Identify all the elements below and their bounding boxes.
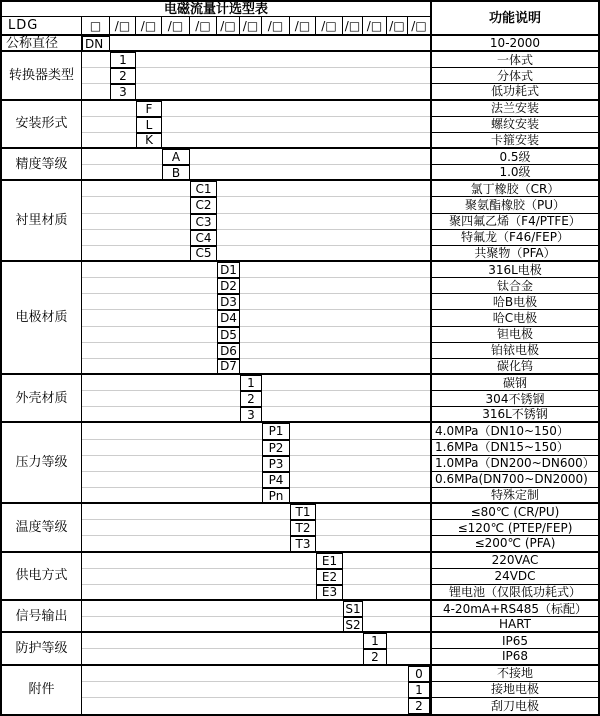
- option-code-accessories: 2: [408, 698, 430, 714]
- grid-filler: [82, 262, 430, 278]
- group-label-power-supply: 供电方式: [2, 553, 82, 601]
- table-title: 电磁流量计选型表: [2, 2, 430, 17]
- option-code-pressure-rating: P4: [262, 472, 290, 488]
- grid-filler: [82, 230, 430, 246]
- grid-filler: [82, 133, 430, 149]
- option-desc-accessories: 刮刀电极: [430, 698, 598, 714]
- model-code-prefix: LDG: [2, 17, 82, 36]
- option-code-electrode-material: D3: [217, 294, 240, 310]
- grid-filler: [82, 36, 430, 52]
- model-code-slot-box: /□: [240, 17, 262, 36]
- grid-filler: [82, 456, 430, 472]
- model-code-slot-box: /□: [316, 17, 343, 36]
- option-code-pressure-rating: Pn: [262, 488, 290, 504]
- option-code-accuracy-class: A: [162, 149, 190, 165]
- grid-filler: [82, 472, 430, 488]
- option-desc-installation-type: 法兰安装: [430, 101, 598, 117]
- option-desc-pressure-rating: 1.0MPa（DN200~DN600）: [430, 456, 598, 472]
- option-desc-protection-rating: IP65: [430, 633, 598, 649]
- option-code-converter-type: 1: [110, 52, 136, 68]
- option-code-lining-material: C1: [190, 181, 217, 197]
- option-desc-power-supply: 24VDC: [430, 569, 598, 585]
- option-desc-lining-material: 共聚物（PFA）: [430, 246, 598, 262]
- grid-filler: [82, 440, 430, 456]
- option-desc-signal-output: HART: [430, 617, 598, 633]
- option-code-electrode-material: D1: [217, 262, 240, 278]
- option-desc-pressure-rating: 特殊定制: [430, 488, 598, 504]
- option-desc-installation-type: 螺纹安装: [430, 117, 598, 133]
- grid-filler: [82, 327, 430, 343]
- group-label-nominal-diameter: 公称直径: [2, 36, 82, 52]
- grid-filler: [82, 310, 430, 326]
- grid-filler: [82, 617, 430, 633]
- option-desc-power-supply: 锂电池（仅限低功耗式）: [430, 585, 598, 601]
- model-code-slot-box: /□: [110, 17, 136, 36]
- option-desc-protection-rating: IP68: [430, 649, 598, 665]
- option-desc-electrode-material: 碳化钨: [430, 359, 598, 375]
- option-code-lining-material: C5: [190, 246, 217, 262]
- option-code-nominal-diameter: DN: [82, 36, 110, 52]
- group-label-lining-material: 衬里材质: [2, 181, 82, 262]
- option-code-electrode-material: D7: [217, 359, 240, 375]
- option-desc-electrode-material: 316L电极: [430, 262, 598, 278]
- option-desc-temperature-rating: ≤120℃ (PTEP/FEP): [430, 520, 598, 536]
- grid-filler: [82, 488, 430, 504]
- model-code-slot-box: /□: [262, 17, 290, 36]
- option-code-lining-material: C2: [190, 197, 217, 213]
- grid-filler: [82, 246, 430, 262]
- option-code-installation-type: K: [136, 133, 162, 149]
- grid-filler: [82, 504, 430, 520]
- grid-filler: [82, 601, 430, 617]
- option-desc-nominal-diameter: 10-2000: [430, 36, 598, 52]
- option-desc-installation-type: 卡箍安装: [430, 133, 598, 149]
- option-desc-electrode-material: 铂铱电极: [430, 343, 598, 359]
- option-desc-converter-type: 一体式: [430, 52, 598, 68]
- option-code-protection-rating: 1: [363, 633, 387, 649]
- grid-filler: [82, 569, 430, 585]
- option-desc-housing-material: 碳钢: [430, 375, 598, 391]
- option-code-lining-material: C4: [190, 230, 217, 246]
- option-code-electrode-material: D4: [217, 310, 240, 326]
- option-desc-accuracy-class: 1.0级: [430, 165, 598, 181]
- option-desc-pressure-rating: 0.6MPa(DN700~DN2000): [430, 472, 598, 488]
- option-code-housing-material: 2: [240, 391, 262, 407]
- option-desc-lining-material: 聚氨酯橡胶（PU）: [430, 197, 598, 213]
- model-code-slot-box: /□: [343, 17, 363, 36]
- option-desc-accuracy-class: 0.5级: [430, 149, 598, 165]
- option-code-electrode-material: D6: [217, 343, 240, 359]
- group-label-housing-material: 外壳材质: [2, 375, 82, 423]
- option-desc-electrode-material: 钽电极: [430, 327, 598, 343]
- option-desc-pressure-rating: 4.0MPa（DN10~150）: [430, 423, 598, 439]
- grid-filler: [82, 181, 430, 197]
- option-desc-electrode-material: 哈B电极: [430, 294, 598, 310]
- grid-filler: [82, 682, 430, 698]
- option-desc-lining-material: 氯丁橡胶（CR）: [430, 181, 598, 197]
- option-desc-temperature-rating: ≤200℃ (PFA): [430, 536, 598, 552]
- option-desc-temperature-rating: ≤80℃ (CR/PU): [430, 504, 598, 520]
- option-desc-electrode-material: 哈C电极: [430, 310, 598, 326]
- option-code-signal-output: S2: [343, 617, 363, 633]
- option-code-housing-material: 3: [240, 407, 262, 423]
- option-code-converter-type: 3: [110, 84, 136, 100]
- option-code-electrode-material: D5: [217, 327, 240, 343]
- option-code-temperature-rating: T1: [290, 504, 316, 520]
- option-code-temperature-rating: T2: [290, 520, 316, 536]
- option-code-temperature-rating: T3: [290, 536, 316, 552]
- model-code-slot-box: /□: [190, 17, 217, 36]
- option-code-signal-output: S1: [343, 601, 363, 617]
- group-label-accuracy-class: 精度等级: [2, 149, 82, 181]
- option-code-housing-material: 1: [240, 375, 262, 391]
- grid-filler: [82, 294, 430, 310]
- group-label-converter-type: 转换器类型: [2, 52, 82, 100]
- option-desc-housing-material: 304不锈钢: [430, 391, 598, 407]
- option-code-installation-type: L: [136, 117, 162, 133]
- option-desc-power-supply: 220VAC: [430, 553, 598, 569]
- option-desc-signal-output: 4-20mA+RS485（标配）: [430, 601, 598, 617]
- option-desc-lining-material: 特氟龙（F46/FEP）: [430, 230, 598, 246]
- option-code-lining-material: C3: [190, 214, 217, 230]
- option-desc-converter-type: 分体式: [430, 68, 598, 84]
- grid-filler: [82, 165, 430, 181]
- function-description-header: 功能说明: [430, 2, 598, 36]
- grid-filler: [82, 536, 430, 552]
- grid-filler: [82, 278, 430, 294]
- grid-filler: [82, 666, 430, 682]
- option-desc-accessories: 接地电极: [430, 682, 598, 698]
- model-code-slot-box: /□: [162, 17, 190, 36]
- option-code-protection-rating: 2: [363, 649, 387, 665]
- model-code-box: □: [82, 17, 110, 36]
- option-code-converter-type: 2: [110, 68, 136, 84]
- option-code-accessories: 1: [408, 682, 430, 698]
- group-label-installation-type: 安装形式: [2, 101, 82, 149]
- option-desc-pressure-rating: 1.6MPa（DN15~150）: [430, 440, 598, 456]
- option-desc-electrode-material: 钛合金: [430, 278, 598, 294]
- option-desc-lining-material: 聚四氟乙烯（F4/PTFE）: [430, 214, 598, 230]
- option-code-power-supply: E3: [316, 585, 343, 601]
- model-code-slot-box: /□: [387, 17, 408, 36]
- grid-filler: [82, 343, 430, 359]
- grid-filler: [82, 101, 430, 117]
- option-code-pressure-rating: P2: [262, 440, 290, 456]
- option-code-pressure-rating: P3: [262, 456, 290, 472]
- group-label-signal-output: 信号输出: [2, 601, 82, 633]
- grid-filler: [82, 117, 430, 133]
- group-label-temperature-rating: 温度等级: [2, 504, 82, 552]
- option-code-electrode-material: D2: [217, 278, 240, 294]
- group-label-electrode-material: 电极材质: [2, 262, 82, 375]
- option-code-power-supply: E1: [316, 553, 343, 569]
- option-code-installation-type: F: [136, 101, 162, 117]
- group-label-pressure-rating: 压力等级: [2, 423, 82, 504]
- model-code-slot-box: /□: [408, 17, 430, 36]
- grid-filler: [82, 423, 430, 439]
- grid-filler: [82, 520, 430, 536]
- option-code-accessories: 0: [408, 666, 430, 682]
- option-desc-accessories: 不接地: [430, 666, 598, 682]
- option-code-pressure-rating: P1: [262, 423, 290, 439]
- model-code-slot-box: /□: [217, 17, 240, 36]
- grid-filler: [82, 214, 430, 230]
- option-code-accuracy-class: B: [162, 165, 190, 181]
- grid-filler: [82, 585, 430, 601]
- model-code-slot-box: /□: [290, 17, 316, 36]
- option-code-power-supply: E2: [316, 569, 343, 585]
- option-desc-housing-material: 316L不锈钢: [430, 407, 598, 423]
- grid-filler: [82, 149, 430, 165]
- model-code-slot-box: /□: [136, 17, 162, 36]
- grid-filler: [82, 197, 430, 213]
- model-code-slot-box: /□: [363, 17, 387, 36]
- group-label-accessories: 附件: [2, 666, 82, 714]
- option-desc-converter-type: 低功耗式: [430, 84, 598, 100]
- grid-filler: [82, 698, 430, 714]
- grid-filler: [82, 359, 430, 375]
- grid-filler: [82, 553, 430, 569]
- group-label-protection-rating: 防护等级: [2, 633, 82, 665]
